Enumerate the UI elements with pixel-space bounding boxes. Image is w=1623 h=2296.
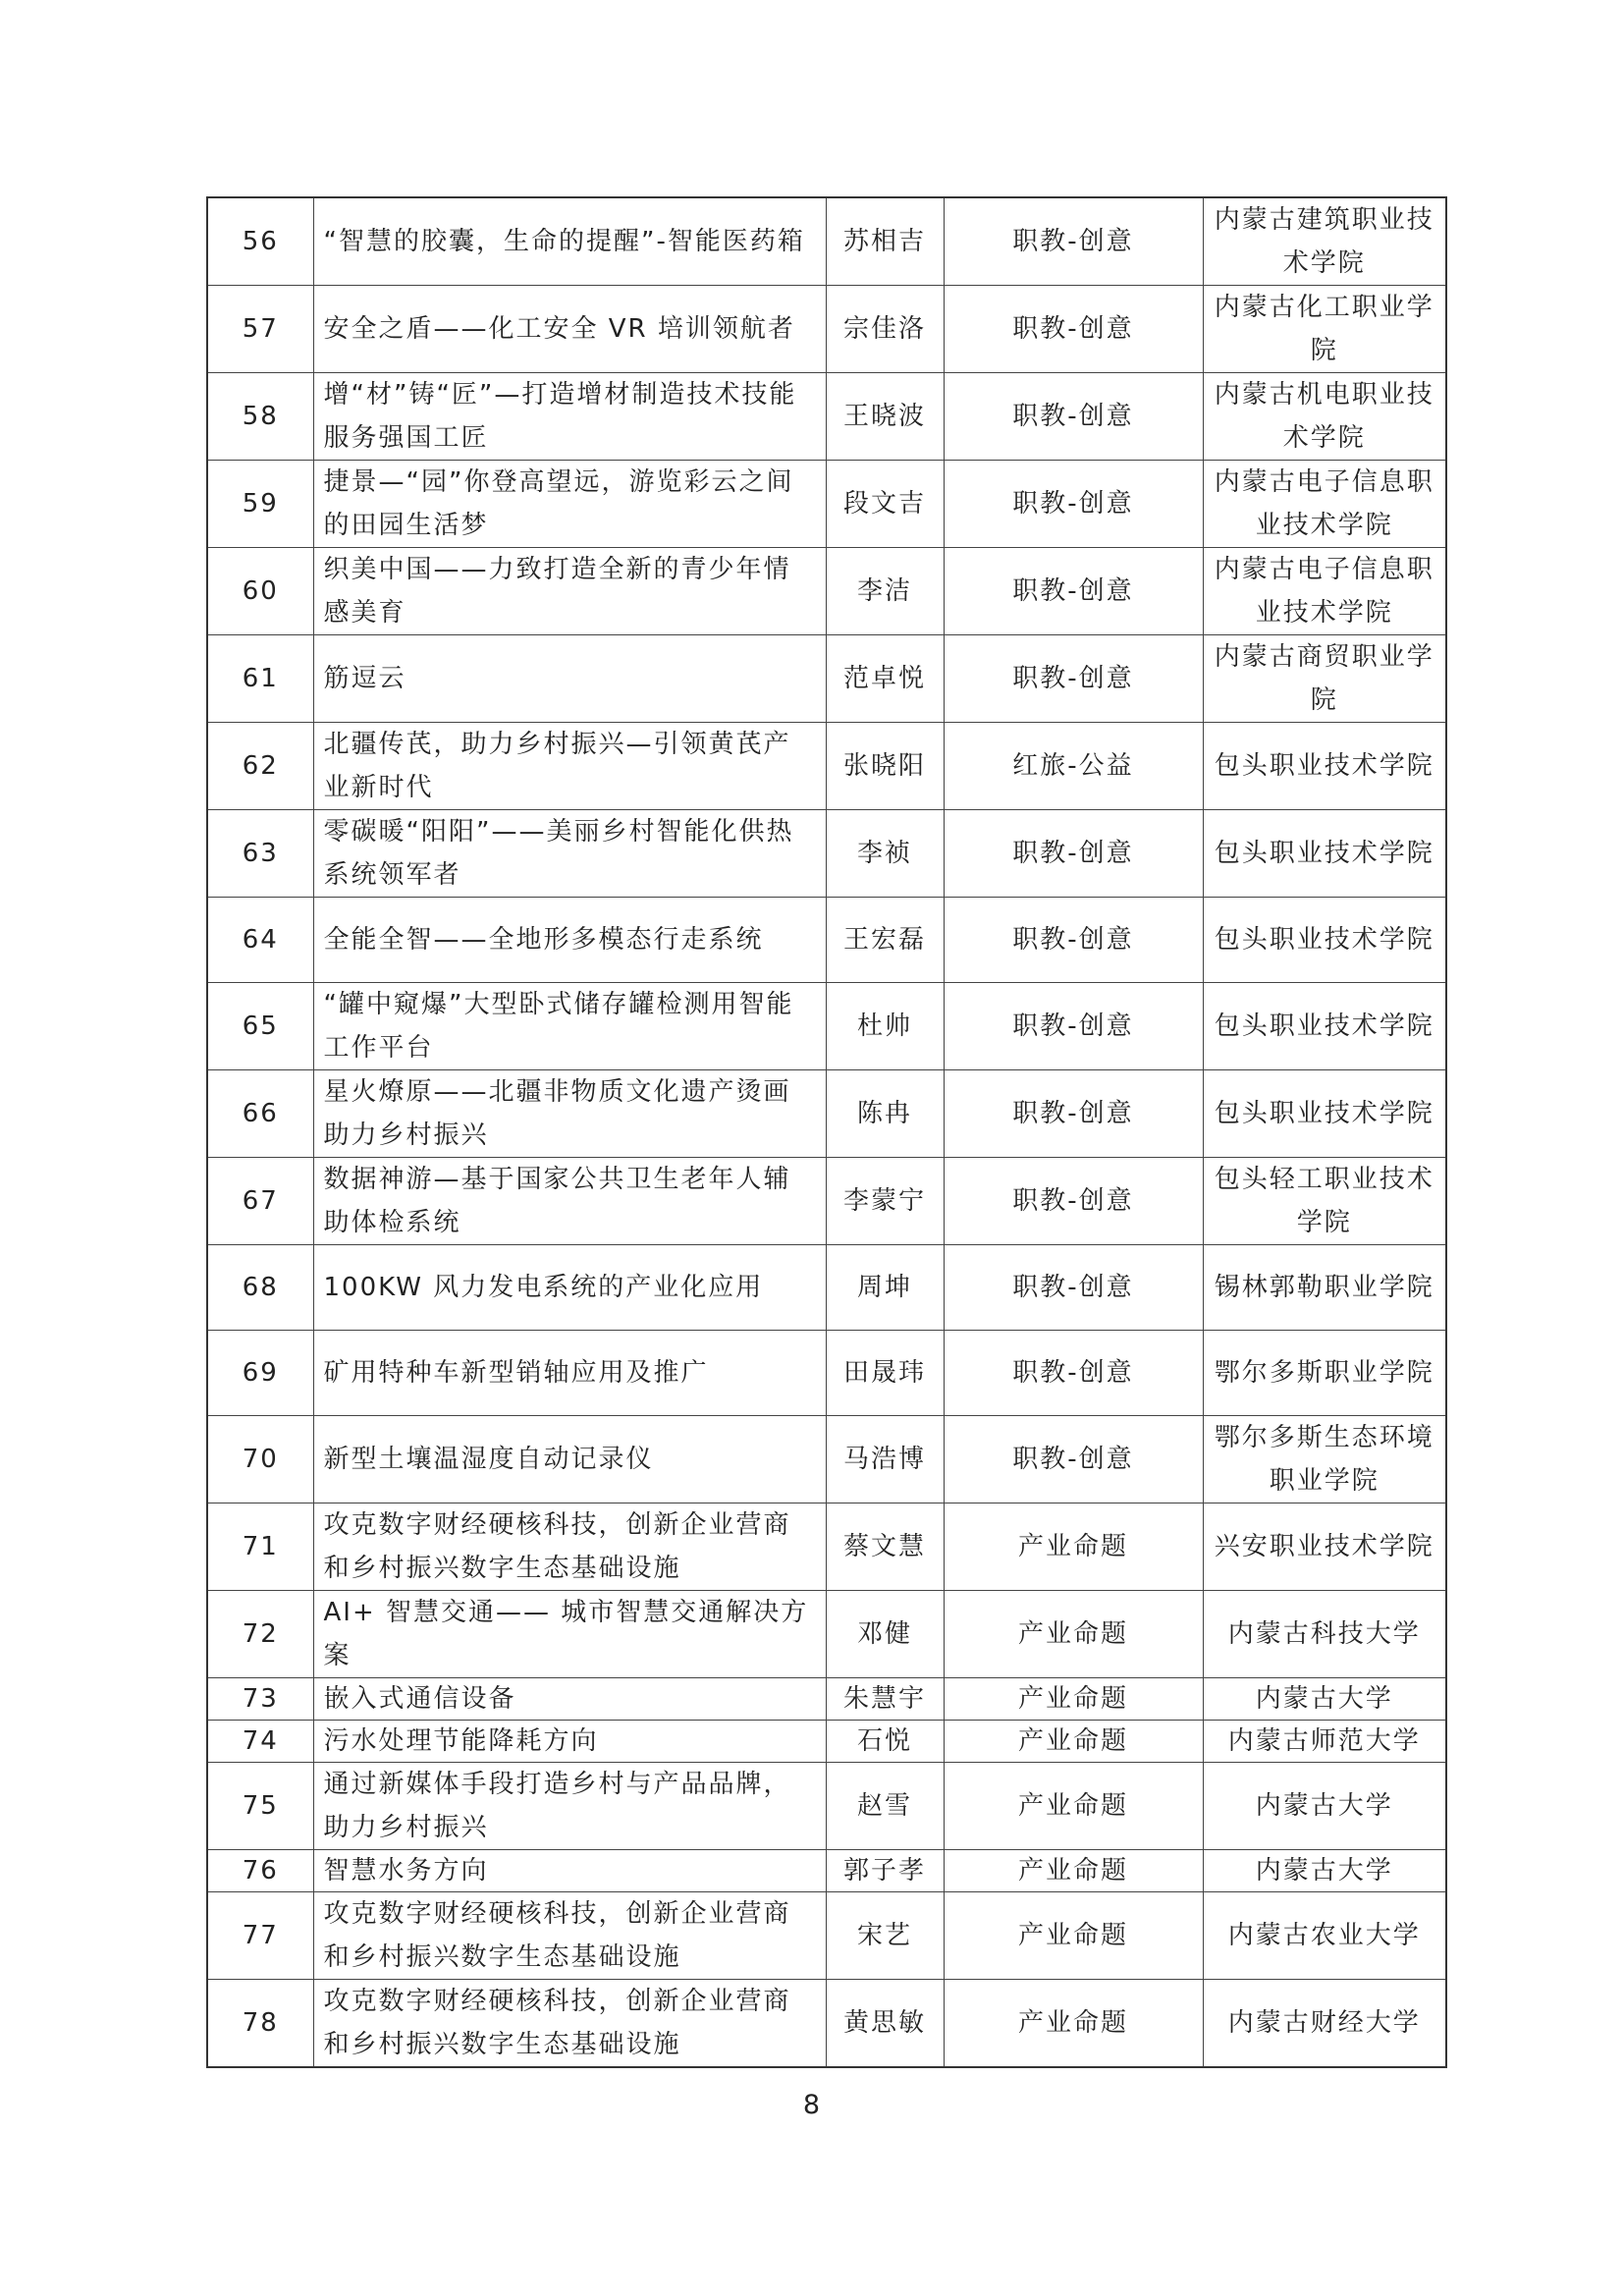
track-cell: 职教-创意 xyxy=(944,810,1203,898)
track-cell: 职教-创意 xyxy=(944,898,1203,983)
project-title-cell: 智慧水务方向 xyxy=(313,1850,826,1892)
row-number-cell: 59 xyxy=(207,461,313,548)
project-title-cell: “罐中窥爆”大型卧式储存罐检测用智能工作平台 xyxy=(313,983,826,1070)
school-cell: 包头职业技术学院 xyxy=(1203,723,1446,810)
table-row xyxy=(207,1503,1446,1591)
table-row xyxy=(207,373,1446,461)
project-title-cell: 捷景—“园”你登高望远，游览彩云之间的田园生活梦 xyxy=(313,461,826,548)
row-number-cell: 74 xyxy=(207,1721,313,1763)
leader-name-cell: 石悦 xyxy=(826,1721,944,1763)
leader-name-cell: 黄思敏 xyxy=(826,1980,944,2068)
row-number-cell: 70 xyxy=(207,1416,313,1503)
row-number-cell: 75 xyxy=(207,1763,313,1850)
leader-name-cell: 王宏磊 xyxy=(826,898,944,983)
track-cell: 职教-创意 xyxy=(944,1070,1203,1158)
leader-name-cell: 张晓阳 xyxy=(826,723,944,810)
row-number-cell: 56 xyxy=(207,197,313,286)
school-cell: 包头轻工职业技术学院 xyxy=(1203,1158,1446,1245)
project-title-cell: 全能全智——全地形多模态行走系统 xyxy=(313,898,826,983)
school-cell: 内蒙古师范大学 xyxy=(1203,1721,1446,1763)
table-row xyxy=(207,1850,1446,1892)
track-cell: 职教-创意 xyxy=(944,1416,1203,1503)
row-number-cell: 78 xyxy=(207,1980,313,2068)
track-cell: 职教-创意 xyxy=(944,197,1203,286)
table-row xyxy=(207,1892,1446,1980)
project-title-cell: 嵌入式通信设备 xyxy=(313,1678,826,1721)
table-row xyxy=(207,1678,1446,1721)
track-cell: 红旅-公益 xyxy=(944,723,1203,810)
track-cell: 职教-创意 xyxy=(944,373,1203,461)
school-cell: 内蒙古电子信息职业技术学院 xyxy=(1203,461,1446,548)
project-title-cell: 安全之盾——化工安全 VR 培训领航者 xyxy=(313,286,826,373)
table-row xyxy=(207,1591,1446,1678)
leader-name-cell: 杜帅 xyxy=(826,983,944,1070)
track-cell: 职教-创意 xyxy=(944,1331,1203,1416)
track-cell: 产业命题 xyxy=(944,1763,1203,1850)
leader-name-cell: 李蒙宁 xyxy=(826,1158,944,1245)
project-title-cell: 织美中国——力致打造全新的青少年情感美育 xyxy=(313,548,826,635)
row-number-cell: 58 xyxy=(207,373,313,461)
leader-name-cell: 苏相吉 xyxy=(826,197,944,286)
project-title-cell: 攻克数字财经硬核科技，创新企业营商和乡村振兴数字生态基础设施 xyxy=(313,1980,826,2068)
project-title-cell: 攻克数字财经硬核科技，创新企业营商和乡村振兴数字生态基础设施 xyxy=(313,1892,826,1980)
leader-name-cell: 范卓悦 xyxy=(826,635,944,723)
row-number-cell: 65 xyxy=(207,983,313,1070)
row-number-cell: 71 xyxy=(207,1503,313,1591)
row-number-cell: 77 xyxy=(207,1892,313,1980)
row-number-cell: 76 xyxy=(207,1850,313,1892)
track-cell: 职教-创意 xyxy=(944,1158,1203,1245)
project-title-cell: 筋逗云 xyxy=(313,635,826,723)
leader-name-cell: 邓健 xyxy=(826,1591,944,1678)
school-cell: 内蒙古建筑职业技术学院 xyxy=(1203,197,1446,286)
row-number-cell: 67 xyxy=(207,1158,313,1245)
project-title-cell: AI+ 智慧交通—— 城市智慧交通解决方案 xyxy=(313,1591,826,1678)
school-cell: 内蒙古大学 xyxy=(1203,1763,1446,1850)
row-number-cell: 68 xyxy=(207,1245,313,1331)
table-row xyxy=(207,810,1446,898)
leader-name-cell: 郭子孝 xyxy=(826,1850,944,1892)
table-row xyxy=(207,1416,1446,1503)
leader-name-cell: 段文吉 xyxy=(826,461,944,548)
project-title-cell: “智慧的胶囊，生命的提醒”-智能医药箱 xyxy=(313,197,826,286)
row-number-cell: 73 xyxy=(207,1678,313,1721)
table-row xyxy=(207,461,1446,548)
track-cell: 产业命题 xyxy=(944,1892,1203,1980)
school-cell: 内蒙古财经大学 xyxy=(1203,1980,1446,2068)
school-cell: 包头职业技术学院 xyxy=(1203,1070,1446,1158)
table-row xyxy=(207,197,1446,286)
school-cell: 兴安职业技术学院 xyxy=(1203,1503,1446,1591)
table-row xyxy=(207,286,1446,373)
project-roster-table xyxy=(206,196,1447,2068)
track-cell: 产业命题 xyxy=(944,1850,1203,1892)
leader-name-cell: 王晓波 xyxy=(826,373,944,461)
project-title-cell: 100KW 风力发电系统的产业化应用 xyxy=(313,1245,826,1331)
row-number-cell: 63 xyxy=(207,810,313,898)
project-title-cell: 数据神游—基于国家公共卫生老年人辅助体检系统 xyxy=(313,1158,826,1245)
row-number-cell: 61 xyxy=(207,635,313,723)
project-title-cell: 通过新媒体手段打造乡村与产品品牌，助力乡村振兴 xyxy=(313,1763,826,1850)
track-cell: 产业命题 xyxy=(944,1591,1203,1678)
track-cell: 产业命题 xyxy=(944,1503,1203,1591)
leader-name-cell: 田晟玮 xyxy=(826,1331,944,1416)
row-number-cell: 69 xyxy=(207,1331,313,1416)
school-cell: 锡林郭勒职业学院 xyxy=(1203,1245,1446,1331)
project-title-cell: 污水处理节能降耗方向 xyxy=(313,1721,826,1763)
leader-name-cell: 宋艺 xyxy=(826,1892,944,1980)
leader-name-cell: 李祯 xyxy=(826,810,944,898)
table-row xyxy=(207,548,1446,635)
row-number-cell: 60 xyxy=(207,548,313,635)
school-cell: 内蒙古农业大学 xyxy=(1203,1892,1446,1980)
table-row xyxy=(207,1763,1446,1850)
school-cell: 包头职业技术学院 xyxy=(1203,898,1446,983)
project-title-cell: 星火燎原——北疆非物质文化遗产烫画助力乡村振兴 xyxy=(313,1070,826,1158)
table-body xyxy=(207,197,1446,2067)
leader-name-cell: 赵雪 xyxy=(826,1763,944,1850)
page-number: 8 xyxy=(802,2090,821,2120)
track-cell: 职教-创意 xyxy=(944,286,1203,373)
table-row xyxy=(207,1070,1446,1158)
school-cell: 鄂尔多斯职业学院 xyxy=(1203,1331,1446,1416)
row-number-cell: 62 xyxy=(207,723,313,810)
track-cell: 产业命题 xyxy=(944,1721,1203,1763)
project-title-cell: 攻克数字财经硬核科技，创新企业营商和乡村振兴数字生态基础设施 xyxy=(313,1503,826,1591)
track-cell: 职教-创意 xyxy=(944,548,1203,635)
table-row xyxy=(207,635,1446,723)
school-cell: 内蒙古机电职业技术学院 xyxy=(1203,373,1446,461)
leader-name-cell: 马浩博 xyxy=(826,1416,944,1503)
row-number-cell: 57 xyxy=(207,286,313,373)
row-number-cell: 64 xyxy=(207,898,313,983)
track-cell: 职教-创意 xyxy=(944,1245,1203,1331)
school-cell: 内蒙古电子信息职业技术学院 xyxy=(1203,548,1446,635)
table-row xyxy=(207,898,1446,983)
leader-name-cell: 李洁 xyxy=(826,548,944,635)
leader-name-cell: 陈冉 xyxy=(826,1070,944,1158)
school-cell: 包头职业技术学院 xyxy=(1203,810,1446,898)
leader-name-cell: 蔡文慧 xyxy=(826,1503,944,1591)
table-row xyxy=(207,1158,1446,1245)
table-row xyxy=(207,1245,1446,1331)
track-cell: 职教-创意 xyxy=(944,635,1203,723)
leader-name-cell: 周坤 xyxy=(826,1245,944,1331)
leader-name-cell: 朱慧宇 xyxy=(826,1678,944,1721)
row-number-cell: 72 xyxy=(207,1591,313,1678)
track-cell: 职教-创意 xyxy=(944,461,1203,548)
leader-name-cell: 宗佳洛 xyxy=(826,286,944,373)
table-row xyxy=(207,983,1446,1070)
school-cell: 内蒙古化工职业学院 xyxy=(1203,286,1446,373)
project-title-cell: 北疆传芪，助力乡村振兴—引领黄芪产业新时代 xyxy=(313,723,826,810)
project-title-cell: 矿用特种车新型销轴应用及推广 xyxy=(313,1331,826,1416)
table-row xyxy=(207,723,1446,810)
school-cell: 鄂尔多斯生态环境职业学院 xyxy=(1203,1416,1446,1503)
school-cell: 包头职业技术学院 xyxy=(1203,983,1446,1070)
school-cell: 内蒙古商贸职业学院 xyxy=(1203,635,1446,723)
track-cell: 产业命题 xyxy=(944,1678,1203,1721)
school-cell: 内蒙古大学 xyxy=(1203,1678,1446,1721)
table-row xyxy=(207,1721,1446,1763)
project-title-cell: 增“材”铸“匠”—打造增材制造技术技能服务强国工匠 xyxy=(313,373,826,461)
project-title-cell: 零碳暖“阳阳”——美丽乡村智能化供热系统领军者 xyxy=(313,810,826,898)
row-number-cell: 66 xyxy=(207,1070,313,1158)
table-row xyxy=(207,1331,1446,1416)
track-cell: 产业命题 xyxy=(944,1980,1203,2068)
project-title-cell: 新型土壤温湿度自动记录仪 xyxy=(313,1416,826,1503)
track-cell: 职教-创意 xyxy=(944,983,1203,1070)
school-cell: 内蒙古大学 xyxy=(1203,1850,1446,1892)
table-row xyxy=(207,1980,1446,2068)
school-cell: 内蒙古科技大学 xyxy=(1203,1591,1446,1678)
